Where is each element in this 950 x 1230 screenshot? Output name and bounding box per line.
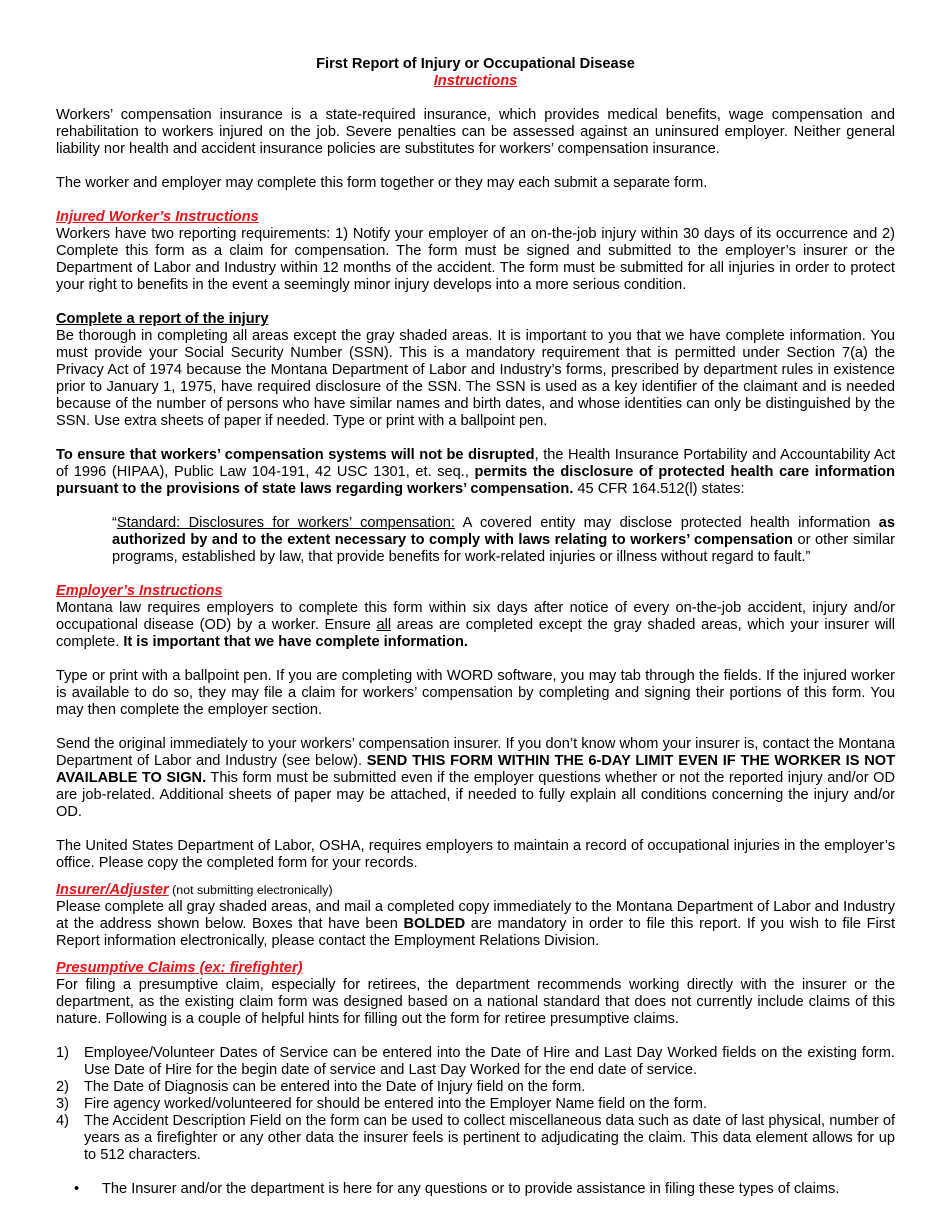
bullet-text: The Insurer and/or the department is here for any questions or to provide assistance in filing these types of claims. (102, 1181, 840, 1197)
insurer-note: (not submitting electronically) (168, 883, 333, 897)
insurer-p1-b: are mandatory in order to file this report. If you wish to file First Report information electronically, please contact the Employment Relations Division. (56, 916, 895, 949)
bullet-icon: • (74, 1181, 80, 1197)
hipaa-bold-1: To ensure that workers’ compensation systems will not be disrupted (56, 447, 535, 463)
quote-text-1: A covered entity may disclose protected health information (454, 515, 879, 531)
intro-paragraph-2: The worker and employer may complete this form together or they may each submit a separate form. (56, 175, 708, 191)
insurer-p1-bold: BOLDED (403, 916, 466, 932)
step-number: 3) (56, 1096, 69, 1112)
complete-report-heading: Complete a report of the injury (56, 311, 269, 327)
employer-p1-b: areas are completed except the gray shaded areas, which your insurer will complete. (56, 617, 895, 650)
instructions-page (56, 56, 895, 1198)
presumptive-steps (56, 1045, 895, 1164)
presumptive-heading: Presumptive Claims (ex: firefighter) (56, 960, 303, 976)
employer-paragraph-1 (56, 600, 895, 651)
hipaa-text-1: , the Health Insurance Portability and Accountability Act of 1996 (HIPAA), Public Law 104-191, 42 USC 1301, et. seq., (56, 447, 895, 480)
intro-paragraph: Workers’ compensation insurance is a state-required insurance, which provides medical benefits, wage compensation and rehabilitation to workers injured on the job. Severe penalties can be assessed against an uninsured employer. Neither general liability nor health and accident insurance policies are substitutes for workers’ compensation insurance. (56, 107, 895, 157)
employer-p3-bold: SEND THIS FORM WITHIN THE 6-DAY LIMIT EVEN IF THE WORKER IS NOT AVAILABLE TO SIGN. (56, 753, 895, 786)
step-text: Fire agency worked/volunteered for should be entered into the Employer Name field on the form. (84, 1096, 708, 1112)
injured-worker-heading: Injured Worker’s Instructions (56, 209, 259, 225)
hipaa-quote (112, 515, 895, 566)
hipaa-paragraph (56, 447, 895, 498)
presumptive-paragraph: For filing a presumptive claim, especially for retirees, the department recommends working directly with the insurer or the department, as the existing claim form was designed based on a national standard that does not currently include claims of this nature. Following is a couple of helpful hints for filling out the form for retiree presumptive claims. (56, 977, 895, 1027)
list-item (56, 1045, 895, 1079)
step-number: 2) (56, 1079, 69, 1095)
insurer-paragraph (56, 899, 895, 950)
page-subtitle: Instructions (433, 73, 518, 89)
quote-label: Standard: Disclosures for workers’ compensation: (116, 515, 455, 531)
step-text: The Accident Description Field on the form can be used to collect miscellaneous data such as date of last physical, number of years as a firefighter or any other data the insurer feels is pertinent to adjudicating the claim. This data element allows for up to 512 characters. (84, 1113, 895, 1163)
employer-p1-a: Montana law requires employers to complete this form within six days after notice of every on-the-job accident, injury and/or occupational disease (OD) by a worker. Ensure (56, 600, 895, 633)
insurer-heading-line (56, 882, 895, 899)
list-item (74, 1181, 895, 1198)
employer-paragraph-2: Type or print with a ballpoint pen. If you are completing with WORD software, you may tab through the fields. If the injured worker is available to do so, they may file a claim for workers’ compensation by completing and signing their portions of this form. You may then complete the employer section. (56, 668, 895, 718)
employer-p3-b: This form must be submitted even if the employer questions whether or not the reported injury and/or OD are job-related. Additional sheets of paper may be attached, if needed to fully explain all conditions concerning the injury and/or OD. (56, 770, 895, 820)
list-item (56, 1113, 895, 1164)
quote-open: “ (112, 515, 117, 531)
employer-paragraph-3 (56, 736, 895, 821)
complete-report-paragraph: Be thorough in completing all areas except the gray shaded areas. It is important to you that we have complete information. You must provide your Social Security Number (SSN). This is a mandatory requirement that is permitted under Section 7(a) the Privacy Act of 1974 because the Montana Department of Labor and Industry’s forms, prescribed by department rules in existence prior to January 1, 1975, have required disclosure of the SSN. The SSN is used as a key identifier of the claimant and is needed because of the number of persons who have similar names and birth dates, and whose identities can only be distinguished by the SSN. Use extra sheets of paper if needed. Type or print with a ballpoint pen. (56, 328, 895, 429)
hipaa-bold-2: permits the disclosure of protected health care information pursuant to the provisions of state laws regarding workers’ compensation. (56, 464, 895, 497)
insurer-p1-a: Please complete all gray shaded areas, and mail a completed copy immediately to the Montana Department of Labor and Industry at the address shown below. Boxes that have been (56, 899, 895, 932)
list-item (56, 1096, 895, 1113)
page-title: First Report of Injury or Occupational Disease (316, 56, 635, 72)
employer-p1-underline: all (376, 617, 392, 633)
employer-paragraph-4: The United States Department of Labor, OSHA, requires employers to maintain a record of occupational injuries in the employer’s office. Please copy the completed form for your records. (56, 838, 895, 871)
step-number: 1) (56, 1045, 69, 1061)
employer-p3-a: Send the original immediately to your workers’ compensation insurer. If you don’t know whom your insurer is, contact the Montana Department of Labor and Industry (see below). (56, 736, 895, 769)
step-text: Employee/Volunteer Dates of Service can be entered into the Date of Hire and Last Day Worked fields on the existing form. Use Date of Hire for the begin date of service and Last Day Worked for the end date of service. (84, 1045, 895, 1078)
step-text: The Date of Diagnosis can be entered into the Date of Injury field on the form. (84, 1079, 586, 1095)
step-number: 4) (56, 1113, 69, 1129)
hipaa-text-2: 45 CFR 164.512(l) states: (573, 481, 745, 497)
employer-heading: Employer’s Instructions (56, 583, 223, 599)
list-item (56, 1079, 895, 1096)
quote-bold: as authorized by and to the extent necessary to comply with laws relating to workers’ compensation (112, 515, 895, 548)
presumptive-bullets (56, 1181, 895, 1198)
insurer-heading: Insurer/Adjuster (56, 882, 169, 898)
employer-p1-bold: It is important that we have complete information. (123, 634, 468, 650)
injured-worker-paragraph: Workers have two reporting requirements: 1) Notify your employer of an on-the-job injury within 30 days of its occurrence and 2) Complete this form as a claim for compensation. The form must be signed and submitted to the employer’s insurer or the Department of Labor and Industry within 12 months of the accident. The form must be submitted for all injuries in order to protect your right to benefits in the event a seemingly minor injury develops into a more serious condition. (56, 226, 895, 293)
quote-text-2: or other similar programs, established by law, that provide benefits for work-related injuries or illness without regard to fault.” (112, 532, 896, 565)
